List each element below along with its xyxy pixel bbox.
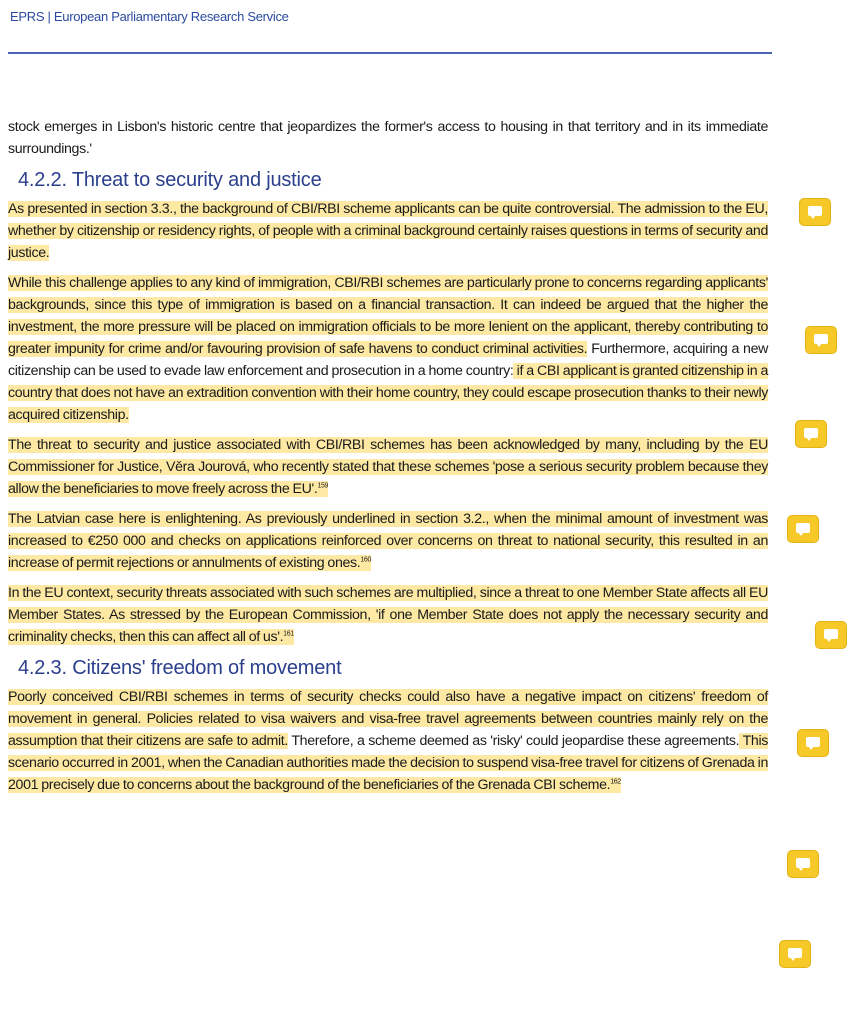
footnote-marker[interactable]: 161 [283, 630, 294, 638]
comment-icon[interactable] [780, 941, 810, 967]
highlighted-text[interactable]: if a CBI applicant is granted citizenship in a country that does not have an extradition convention with their home country, they could escape prosecution thanks to their newly acquired citizenship. [8, 363, 768, 423]
comment-icon[interactable] [788, 851, 818, 877]
plain-text: Therefore, a scheme deemed as 'risky' could jeopardise these agreements. [291, 733, 740, 749]
paragraph-freedom-of-movement [8, 686, 768, 796]
section-heading-4-2-3: 4.2.3. Citizens' freedom of movement [18, 657, 342, 679]
comment-icon[interactable] [800, 199, 830, 225]
footnote-marker[interactable]: 162 [610, 778, 621, 786]
highlighted-text[interactable] [8, 511, 768, 571]
document-body [8, 116, 768, 804]
highlighted-text[interactable]: As presented in section 3.3., the background of CBI/RBI scheme applicants can be quite controversial. The admission to the EU, whether by citizenship or residency rights, of people with a criminal background certainly raises questions in terms of security and justice. [8, 201, 768, 261]
comment-icon[interactable] [806, 327, 836, 353]
highlighted-text-body: This scenario occurred in 2001, when the Canadian authorities made the decision to suspend visa-free travel for citizens of Grenada in 2001 precisely due to concerns about the background of the beneficiaries of the Grenada CBI scheme. [8, 733, 768, 793]
footnote-marker[interactable]: 159 [317, 482, 329, 490]
highlighted-text[interactable] [8, 437, 768, 497]
paragraph-latvian-case [8, 508, 768, 574]
header-rule [8, 52, 772, 54]
paragraph-threat [8, 434, 768, 500]
highlighted-text-body: The threat to security and justice associated with CBI/RBI schemes has been acknowledged by many, including by the EU Commissioner for Justice, Věra Jourová, who recently stated that these schemes 'pose a serious security problem because they allow the beneficiaries to move freely across the EU'. [8, 437, 768, 497]
paragraph-background [8, 198, 768, 264]
highlighted-text[interactable]: Poorly conceived CBI/RBI schemes in terms of security checks could also have a negative impact on citizens' freedom of movement in general. Policies related to visa waivers and visa-free travel agreements between countries mainly rely on the assumption that their citizens are safe to admit. [8, 689, 768, 749]
section-heading-4-2-2: 4.2.2. Threat to security and justice [18, 169, 322, 191]
comment-icon[interactable] [816, 622, 846, 648]
plain-text: Furthermore, acquiring a new citizenship can be used to evade law enforcement and prosecution in a home country: [8, 341, 768, 379]
footnote-marker[interactable]: 160 [360, 556, 372, 564]
comment-icon[interactable] [796, 421, 826, 447]
paragraph-continuation: stock emerges in Lisbon's historic centre that jeopardizes the former's access to housing in that territory and in its immediate surroundings.' [8, 119, 768, 157]
comment-icon[interactable] [798, 730, 828, 756]
highlighted-text[interactable] [8, 585, 768, 645]
highlighted-text-body: In the EU context, security threats associated with such schemes are multiplied, since a threat to one Member State affects all EU Member States. As stressed by the European Commission, 'if one Member State does not apply the necessary security and criminality checks, then this can affect all of us'. [8, 585, 768, 645]
document-header: EPRS | European Parliamentary Research Service [10, 9, 289, 24]
comment-icon[interactable] [788, 516, 818, 542]
paragraph-challenge [8, 272, 768, 426]
highlighted-text[interactable]: While this challenge applies to any kind of immigration, CBI/RBI schemes are particularly prone to concerns regarding applicants' backgrounds, since this type of immigration is based on a financial transaction. It can indeed be argued that the higher the investment, the more pressure will be placed on immigration officials to be more lenient on the applicant, thereby contributing to greater impunity for crime and/or favouring provision of safe havens to conduct criminal activities. [8, 275, 768, 357]
highlighted-text-body: The Latvian case here is enlightening. As previously underlined in section 3.2., when the minimal amount of investment was increased to €250 000 and checks on applications reinforced over concerns on threat to national security, this resulted in an increase of permit rejections or annulments of existing ones. [8, 511, 768, 571]
paragraph-eu-context [8, 582, 768, 648]
